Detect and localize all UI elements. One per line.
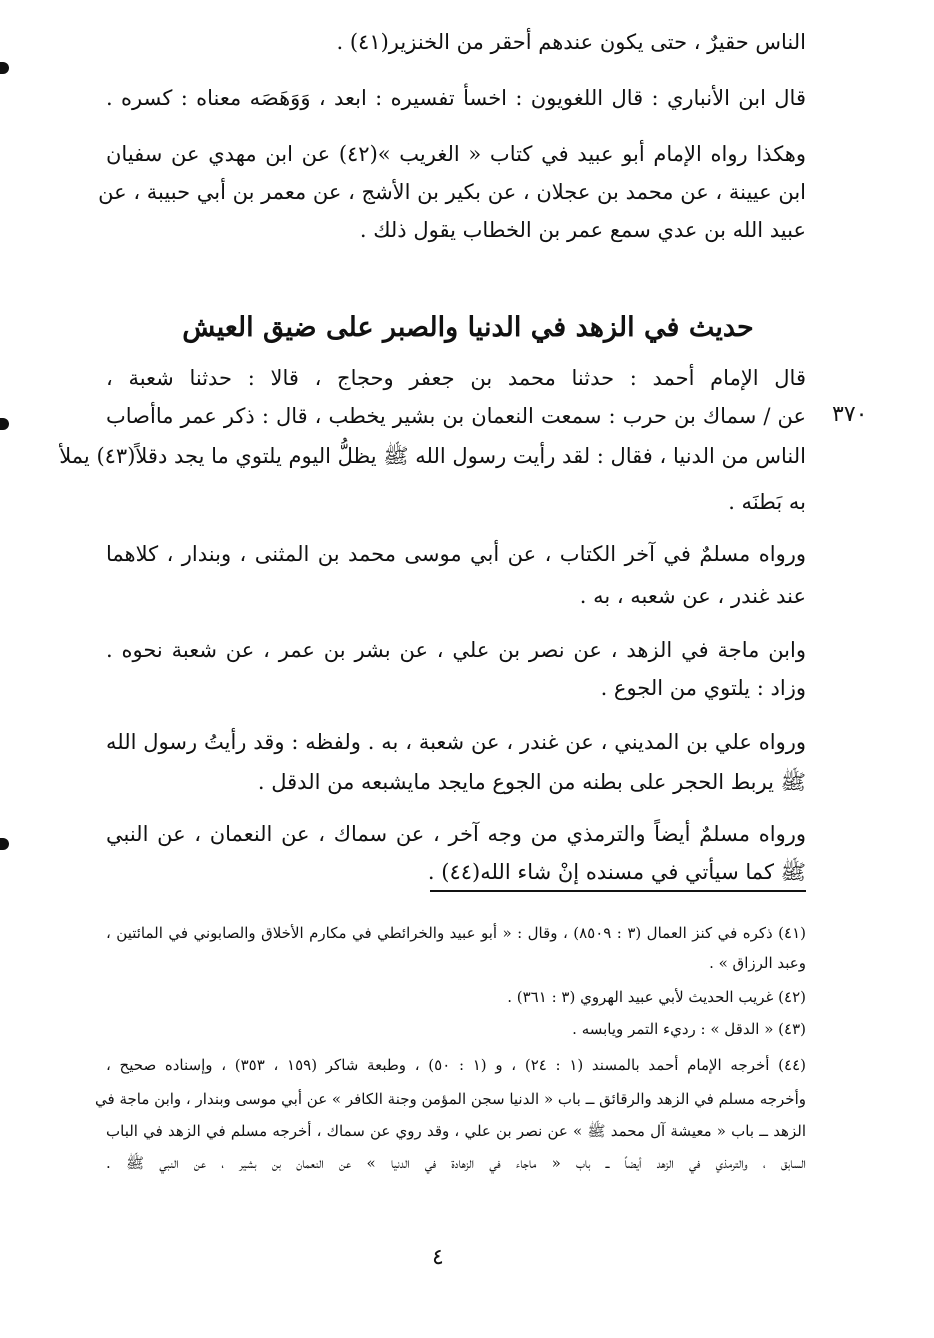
margin-page-number: ٣٧٠ — [832, 402, 868, 427]
footnote-line: الزهد ــ باب « معيشة آل محمد ﷺ » عن نصر بن علي ، وقد روي عن سماك ، أخرجه مسلم في الزهد في الباب — [106, 1122, 806, 1140]
scan-margin-mark — [0, 418, 9, 430]
text-line: به بَطنَه . — [728, 490, 806, 514]
text-line: وابن ماجة في الزهد ، عن نصر بن علي ، عن بشر بن عمر ، عن شعبة نحوه . — [106, 638, 806, 662]
text-line: عند غندر ، عن شعبه ، به . — [579, 584, 806, 608]
footnote-line: وعبد الرزاق » . — [709, 954, 806, 972]
text-line: وهكذا رواه الإمام أبو عبيد في كتاب « الغريب »(٤٢) عن ابن مهدي عن سفيان — [106, 142, 807, 166]
footnote-line: (٤٤) أخرجه الإمام أحمد بالمسند (١ : ٢٤) ، و (١ : ٥٠) ، وطبعة شاكر (١٥٩ ، ٣٥٣) ، وإسناده صحيح ، — [106, 1056, 806, 1074]
text-line: ابن عيينة ، عن محمد بن عجلان ، عن بكير بن الأشج ، عن معمر بن أبي حبيبة ، عن — [98, 180, 806, 204]
text-line: ﷺ يربط الحجر على بطنه من الجوع مايجد مايشبعه من الدقل . — [257, 770, 806, 794]
section-heading: حديث في الزهد في الدنيا والصبر على ضيق العيش — [182, 312, 754, 343]
footnote-line: وأخرجه مسلم في الزهد والرقائق ــ باب « الدنيا سجن المؤمن وجنة الكافر » عن أبي موسى وبندار ، وابن ماجة في — [95, 1090, 806, 1108]
text-line: وزاد : يلتوي من الجوع . — [600, 676, 806, 700]
text-line: ورواه مسلمٌ أيضاً والترمذي من وجه آخر ، عن سماك ، عن النعمان ، عن النبي — [106, 822, 806, 846]
text-line: ورواه علي بن المديني ، عن غندر ، عن شعبة ، به . ولفظه : وقد رأيتُ رسول الله — [106, 730, 806, 754]
footnote-line: السابق ، والترمذي في الزهد أيضاً ــ باب « ماجاء في الزهادة في الدنيا » عن النعمان بن بشير ، عن النبي ﷺ . — [106, 1154, 806, 1172]
scan-margin-mark — [0, 62, 9, 74]
text-line: الناس حقيرٌ ، حتى يكون عندهم أحقر من الخنزير(٤١) . — [336, 30, 806, 54]
text-line: قال ابن الأنباري : قال اللغويون : اخسأ تفسيره : ابعد ، وَوَهَصَه معناه : كسره . — [106, 86, 806, 110]
footnote-line: (٤٣) « الدقل » : رديء التمر ويابسه . — [572, 1020, 806, 1038]
text-line: عن / سماك بن حرب : سمعت النعمان بن بشير يخطب ، قال : ذكر عمر ماأصاب — [106, 404, 806, 428]
scan-margin-mark — [0, 838, 9, 850]
page-number: ٤ — [432, 1245, 444, 1270]
underline-rule — [430, 890, 806, 892]
text-line: الناس من الدنيا ، فقال : لقد رأيت رسول الله ﷺ يظلُّ اليوم يلتوي ما يجد دقلاً(٤٣) يملأ — [59, 444, 806, 468]
text-line: عبيد الله بن عدي سمع عمر بن الخطاب يقول ذلك . — [359, 218, 806, 242]
footnote-line: (٤٢) غريب الحديث لأبي عبيد الهروي (٣ : ٣٦١) . — [507, 988, 806, 1006]
text-line: قال الإمام أحمد : حدثنا محمد بن جعفر وحجاج ، قالا : حدثنا شعبة ، — [106, 366, 806, 390]
text-line: ﷺ كما سيأتي في مسنده إنْ شاء الله(٤٤) . — [427, 860, 806, 884]
text-line: ورواه مسلمٌ في آخر الكتاب ، عن أبي موسى محمد بن المثنى ، وبندار ، كلاهما — [106, 542, 806, 566]
footnote-line: (٤١) ذكره في كنز العمال (٣ : ٨٥٠٩) ، وقال : « أبو عبيد والخرائطي في مكارم الأخلاق والصابوني في المائتين ، — [106, 924, 806, 942]
